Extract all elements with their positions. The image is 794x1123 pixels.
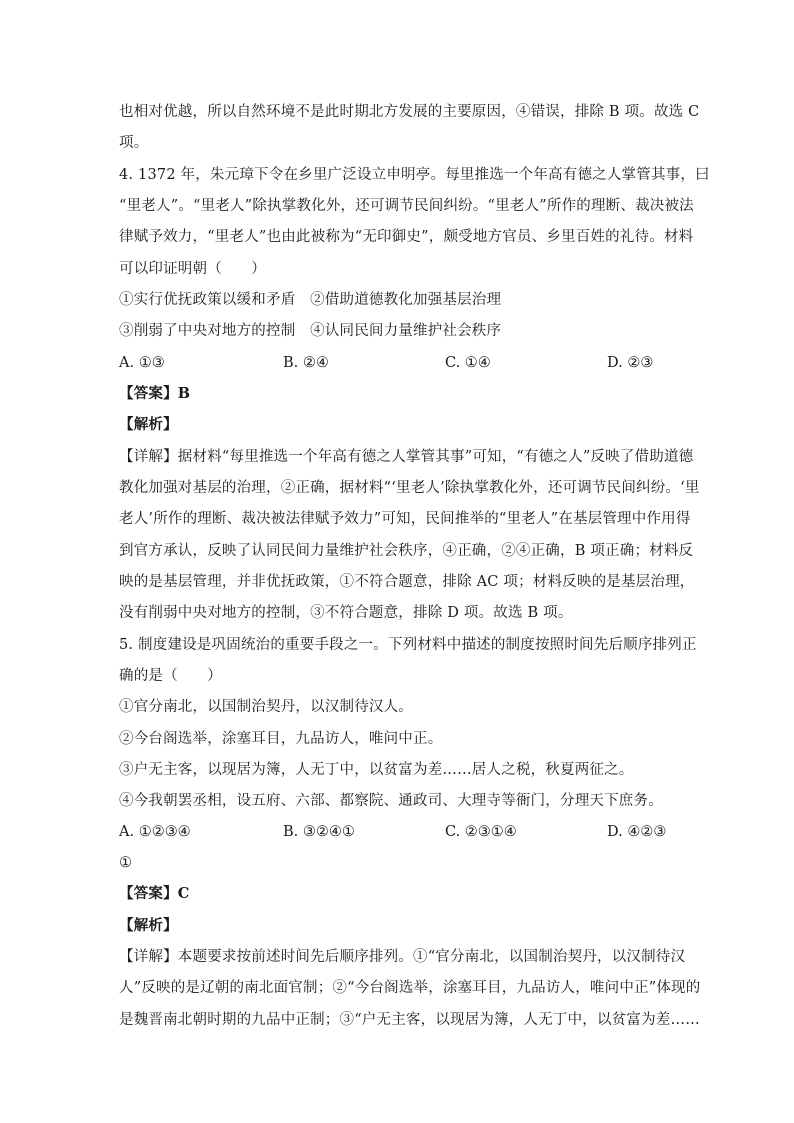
q5-option-d: D. ④②③	[607, 824, 667, 840]
statement-line: ②今台阁选举，涂塞耳目，九品访人，唯问中正。	[119, 731, 443, 747]
question-5-stem: 5. 制度建设是巩固统治的重要手段之一。下列材料中描述的制度按照时间先后顺序排列正	[119, 637, 697, 653]
detail-line: 没有削弱中央对地方的控制，③不符合题意，排除 D 项。故选 B 项。	[119, 605, 573, 621]
statement-line: ④今我朝罢丞相，设五府、六部、都察院、通政司、大理寺等衙门，分理天下庶务。	[119, 793, 663, 809]
detail-line: 映的是基层管理，并非优抚政策，①不符合题意，排除 AC 项；材料反映的是基层治理，	[119, 574, 695, 590]
q5-option-a: A. ①②③④	[119, 824, 191, 840]
detail-line: 老人’所作的理断、裁决被法律赋予效力”可知，民间推举的“里老人”在基层管理中作用得	[119, 511, 691, 527]
analysis-label: 【解析】	[119, 416, 178, 433]
text-line: 可以印证明朝（ ）	[119, 261, 266, 277]
text-line: 也相对优越，所以自然环境不是此时期北方发展的主要原因，④错误，排除 B 项。故选 C	[119, 104, 700, 120]
text-line: “里老人”。“里老人”除执掌教化外，还可调节民间纠纷。“里老人”所作的理断、裁决被法	[119, 198, 694, 214]
q5-option-b: B. ③②④①	[283, 824, 355, 840]
detail-line: 是魏晋南北朝时期的九品中正制；③“户无主客，以现居为簿，人无丁中，以贫富为差……	[119, 1012, 700, 1028]
q5-option-d-wrap: ①	[119, 855, 133, 871]
question-4-stem: 4. 1372 年，朱元璋下令在乡里广泛设立申明亭。每里推选一个年高有德之人掌管其事，曰	[119, 167, 710, 183]
text-line: 律赋予效力，“里老人”也由此被称为“无印御史”，颇受地方官员、乡里百姓的礼待。材料	[119, 229, 694, 245]
q4-option-b: B. ②④	[283, 355, 329, 371]
answer-label: 【答案】C	[119, 885, 190, 902]
q4-option-a: A. ①③	[119, 355, 165, 371]
statement-line: ③削弱了中央对地方的控制 ④认同民间力量维护社会秩序	[119, 323, 502, 339]
analysis-label: 【解析】	[119, 917, 178, 934]
detail-line: 到官方承认，反映了认同民间力量维护社会秩序，④正确，②④正确，B 项正确；材料反	[119, 543, 694, 559]
detail-line: 【详解】本题要求按前述时间先后顺序排列。①“官分南北，以国制治契丹，以汉制待汉	[119, 949, 686, 965]
statement-line: ③户无主客，以现居为簿，人无丁中，以贫富为差……居人之税，秋夏两征之。	[119, 762, 634, 778]
q4-option-d: D. ②③	[607, 355, 654, 371]
detail-line: 人”反映的是辽朝的南北面官制；②“今台阁选举，涂塞耳目，九品访人，唯问中正”体现的	[119, 980, 701, 996]
text-line: 项。	[119, 135, 149, 151]
q5-option-c: C. ②③①④	[445, 824, 517, 840]
statement-line: ①实行优抚政策以缓和矛盾 ②借助道德教化加强基层治理	[119, 292, 502, 308]
detail-line: 【详解】据材料“每里推选一个年高有德之人掌管其事”可知，“有德之人”反映了借助道德	[119, 449, 694, 465]
detail-line: 教化加强对基层的治理，②正确，据材料“‘里老人’除执掌教化外，还可调节民间纠纷。‘里	[119, 480, 700, 496]
answer-label: 【答案】B	[119, 385, 191, 402]
text-line: 确的是（ ）	[119, 668, 222, 684]
q4-option-c: C. ①④	[445, 355, 491, 371]
statement-line: ①官分南北，以国制治契丹，以汉制待汉人。	[119, 699, 413, 715]
